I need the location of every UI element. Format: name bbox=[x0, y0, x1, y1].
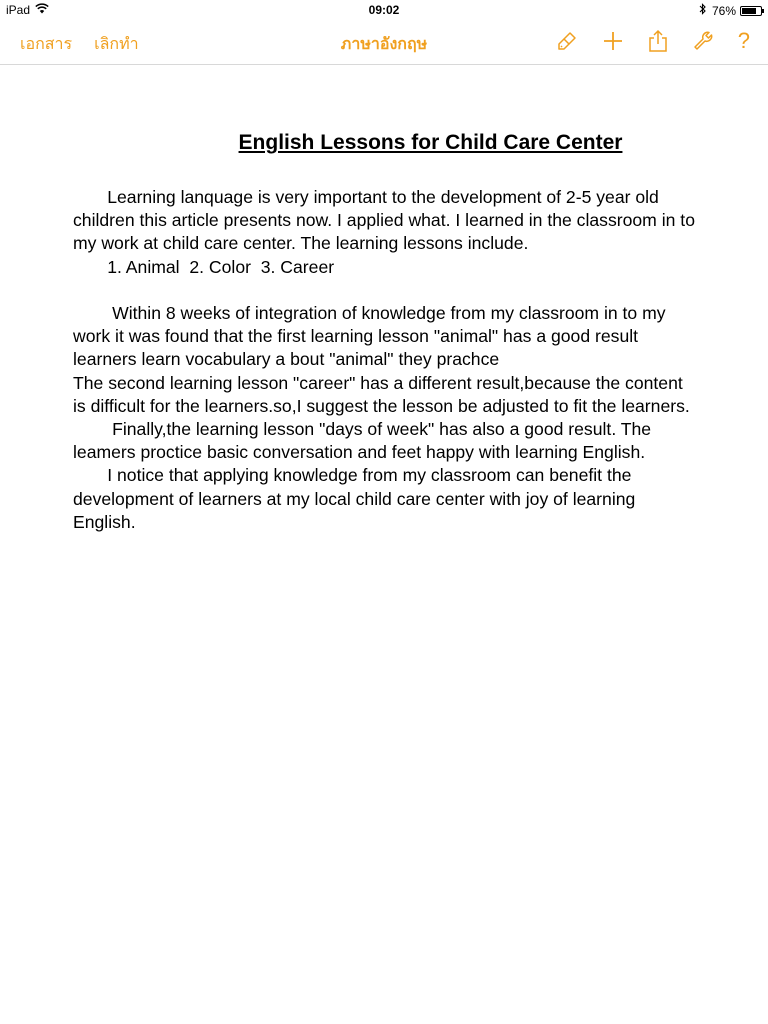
bluetooth-icon bbox=[699, 3, 707, 18]
blank-line bbox=[73, 279, 698, 302]
paragraph-2: Within 8 weeks of integration of knowledge from my classroom in to my work it was found that the first learning lesson "animal" has a good result learners learn vocabulary a bout "animal" they prachce bbox=[73, 303, 671, 370]
undo-button[interactable]: เลิกทำ bbox=[94, 36, 139, 53]
brush-icon[interactable] bbox=[556, 30, 578, 52]
paragraph-1: Learning lanquage is very important to the development of 2-5 year old children this article presents now. I applied what. I learned in the classroom in to my work at child care center. The learning lessons include. bbox=[73, 187, 700, 254]
document-heading: English Lessons for Child Care Center bbox=[238, 131, 623, 154]
paragraph-4: Finally,the learning lesson "days of week" has also a good result. The leamers proctice basic conversation and feet happy with learning English. bbox=[73, 419, 656, 463]
document-body[interactable] bbox=[73, 128, 698, 534]
documents-button[interactable]: เอกสาร bbox=[20, 36, 73, 53]
status-bar bbox=[0, 0, 768, 20]
plus-icon[interactable] bbox=[602, 30, 624, 52]
lesson-list: 1. Animal 2. Color 3. Career bbox=[73, 256, 335, 277]
battery-percent: 76% bbox=[711, 3, 736, 18]
paragraph-3: The second learning lesson "career" has a different result,because the content is difficult for the learners.so,I suggest the lesson be adjusted to fit the learners. bbox=[73, 372, 690, 416]
battery-icon bbox=[740, 6, 762, 16]
battery-fill bbox=[742, 8, 756, 14]
share-icon[interactable] bbox=[648, 29, 668, 53]
paragraph-5: I notice that applying knowledge from my classroom can benefit the development of learners at my local child care center with joy of learning English. bbox=[73, 465, 641, 532]
status-time: 09:02 bbox=[368, 3, 400, 17]
document-title-button[interactable]: ภาษาอังกฤษ bbox=[340, 36, 428, 53]
help-icon[interactable]: ? bbox=[737, 28, 750, 53]
wrench-icon[interactable] bbox=[692, 30, 714, 52]
toolbar bbox=[0, 20, 768, 65]
device-name: iPad bbox=[6, 3, 31, 17]
